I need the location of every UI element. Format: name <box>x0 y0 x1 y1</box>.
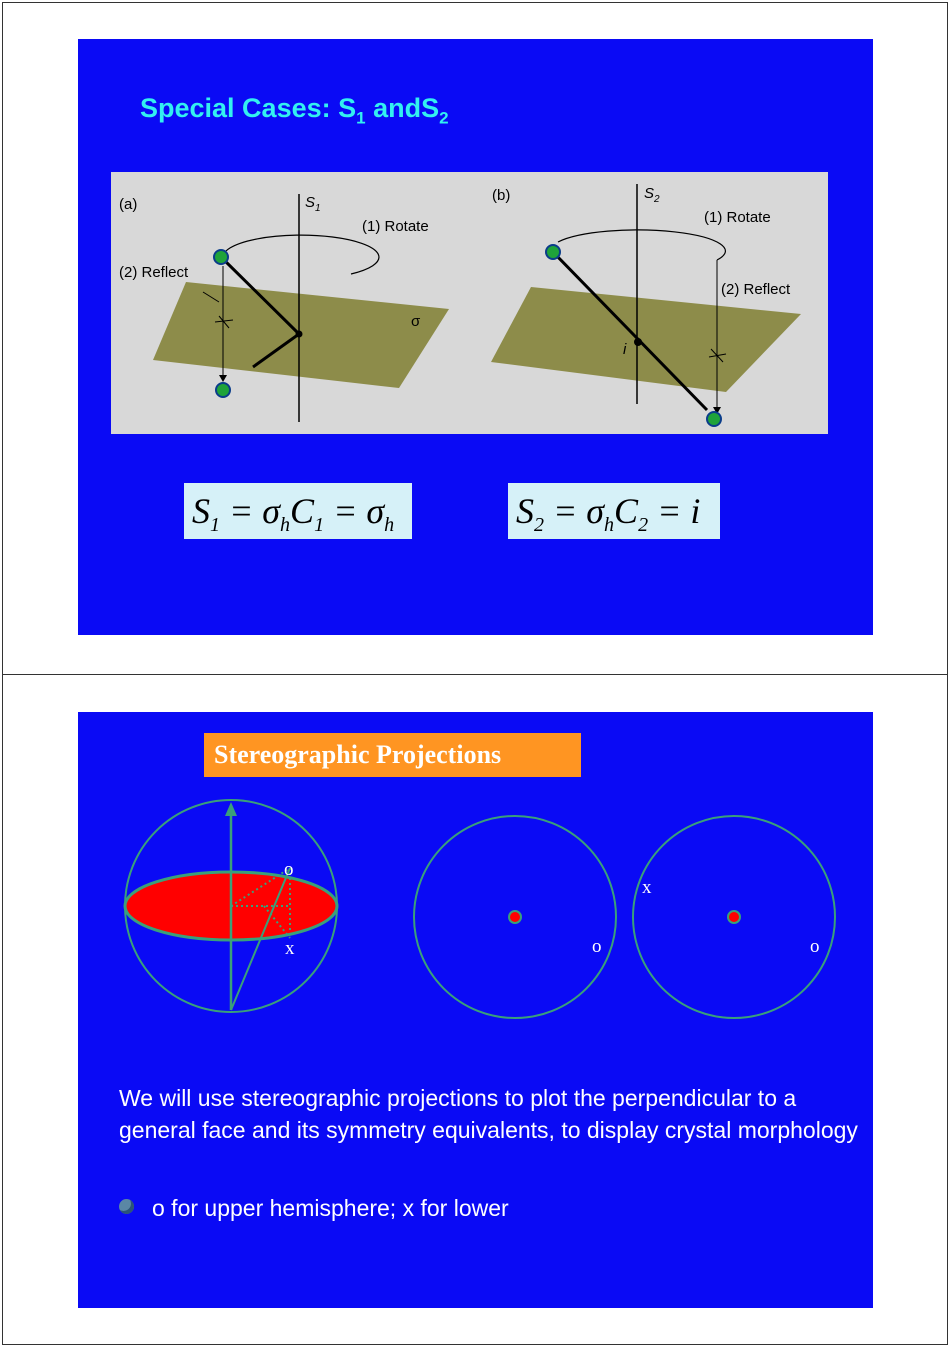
panel-b-label: (b) <box>492 187 511 204</box>
sphere-x-label: x <box>285 938 295 959</box>
axis-a-label: $S_1$ <box>305 194 321 214</box>
rotation-path-a <box>223 235 379 274</box>
reflect-a-label: (2) Reflect <box>119 264 189 281</box>
proj1-o-label: o <box>592 936 602 957</box>
atom-upper-a <box>214 250 228 264</box>
sigma-label: σ <box>411 313 421 330</box>
slide-special-cases <box>78 39 873 635</box>
reflect-b-label: (2) Reflect <box>721 281 791 298</box>
projection-center-2 <box>728 911 740 923</box>
projection-center-1 <box>509 911 521 923</box>
rotate-b-label: (1) Rotate <box>704 209 771 226</box>
bullet-text: o for upper hemisphere; x for lower <box>152 1195 509 1221</box>
inversion-center <box>634 338 642 346</box>
slide1-title: Special Cases: $S_1$ andS$_2$ <box>140 93 449 128</box>
panel-a-label: (a) <box>119 196 138 213</box>
slide2-body-text: We will use stereographic projections to plot the perpendicular to a general face and its symmetry equivalents, to display crystal morphology <box>119 1085 858 1143</box>
rotation-path-b <box>558 230 725 260</box>
formula-s1: $S_1 = \sigma_hC_1 = \sigma_h$ <box>184 483 412 539</box>
axis-arrowhead <box>225 802 237 816</box>
inversion-label: i <box>623 341 627 358</box>
mirror-plane-b <box>491 287 801 392</box>
atom-lower-b <box>707 412 721 426</box>
stereographic-drawing <box>78 712 873 1072</box>
slide-stereographic <box>78 712 873 1308</box>
axis-b-label: $S_2$ <box>644 185 660 205</box>
atom-lower-a <box>216 383 230 397</box>
proj2-o-label: o <box>810 936 820 957</box>
sphere-o-label: o <box>284 859 294 880</box>
proj2-x-label: x <box>642 877 652 898</box>
bullet-icon <box>119 1199 134 1214</box>
atom-upper-b <box>546 245 560 259</box>
page-divider <box>2 674 948 675</box>
s1-s2-figure <box>111 172 828 434</box>
slide2-bullet <box>119 1192 509 1224</box>
rotate-a-label: (1) Rotate <box>362 218 429 235</box>
formula-s2: $S_2 = \sigma_hC_2 = i$ <box>508 483 720 539</box>
slide2-title: Stereographic Projections <box>204 733 581 777</box>
